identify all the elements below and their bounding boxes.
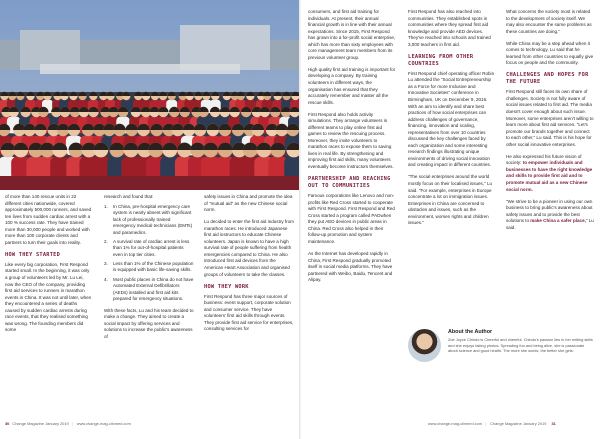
- volunteers-group-photo: [0, 0, 300, 190]
- paragraph: Famous corporations like Lenovo and non-profits like Red Cross started to cooperate with First Respond. First Respond and Red Cross started a program called PADwhen they put AED devices in public areas in China. Red Cross also helped in their follow-up promotion and system maintenance.: [308, 193, 395, 244]
- group-photo: [0, 0, 300, 190]
- paragraph: First Respond also holds activity simulations. They arrange volunteers in different teams to play online first aid games to review the rescuing process. Moreover, they invite volunteers to marathon races to expose them to saving lives in real life. By strengthening and improving first aid skills, many volunteers eventually become instructors themselves.: [308, 111, 394, 170]
- emphasis-text: to empower individuals and businesses to have the right knowledge and skills to provide first aid and to promote mutual aid as a new Chinese social norm.: [506, 160, 593, 192]
- paragraph: High quality first aid training is important for developing a company. By training volunteers in different ways, the organisation has ensured that they accurately remember and master all the rescue skills.: [308, 66, 396, 105]
- list-item: 3. Less than 1% of the Chinese population is equipped with basic life-saving skills.: [104, 260, 194, 273]
- footer-magazine: Change Magazine January 2019: [12, 421, 69, 426]
- paragraph: As the Internet has developed rapidly in China, First Respond gradually promoted itself in social media platforms. They have partnered with Weibo, Baidu, Tencent and Alipay.: [308, 250, 393, 283]
- heading-how-they-work: HOW THEY WORK: [204, 283, 249, 290]
- list-item: 4. Most public places in China do not have Automated External Defibrillators (AEDs) installed and first aid kits prepared for emergency situations.: [104, 276, 194, 302]
- paragraph: consumers, and first aid training for individuals. At present, their annual financial growth is in line with their annual expectations. Since 2015, First Respond has grown into a for-profit social enterprise, which has more than sixty employees with core management team members from its previous volunteer group.: [308, 9, 396, 60]
- author-title: About the Author: [448, 329, 493, 335]
- paragraph: First Respond chief operating officer Robin Lu attended the "Social Entrepreneurship as a Force for more Inclusive and Innovative Societies" conference in Birmingham, UK on December 9, 2016. With an aim to identify and share best practices of how social enterprises can address challenges of governance, financing, innovation and scaling, representatives from over 10 countries discussed the key challenges faced by each organization and some interesting research findings illustrating unique environments of driving social innovation and creating impact in different countries.: [408, 70, 495, 168]
- about-the-author-box: [408, 329, 594, 372]
- footer-magazine: Change Magazine January 2019: [490, 421, 547, 426]
- paragraph: Like every big corporation, First Respond started small. In the beginning, it was only a group of volunteers led by Mr. Lu Lei, now the CEO of the company, providing first aid services to runners in marathon events in China. It was not until later, when they encountered a series of deaths caused by sudden cardiac arrests during race events, that they realised something was wrong. The founding members did some: [5, 261, 92, 333]
- right-column-1: [308, 9, 396, 289]
- left-column-1: [5, 194, 93, 339]
- footer-url: www.change-mag-clinmed.com: [76, 421, 131, 426]
- right-column-2: [408, 9, 496, 232]
- page-number: 30: [5, 421, 10, 426]
- author-bio: Zoe Joyce Chindo is Cheerful and cheerful. Chindo's passion lies in her writing skills and she enjoys taking photos. Spreading fun and being alive, she is passionate about science and good health. The more she works, the better she gets.: [448, 337, 593, 353]
- right-footer: www.change-mag-clinmed.com | Change Magazine January 2019 31: [428, 421, 556, 426]
- paragraph: With these facts, Lu and his team decided to make a change. They aimed to create a social impact by offering services and solutions to increase the public's awareness of: [104, 307, 194, 339]
- paragraph: research and found that:: [104, 194, 154, 199]
- right-column-3: [506, 9, 594, 237]
- author-avatar: [408, 329, 441, 362]
- paragraph: First Respond has three major sources of business: event support, corporate solution and consumer service. They have volunteers' first aid skills through events. They provide first aid service for enterprises, consulting services for: [204, 293, 294, 332]
- footer-url: www.change-mag-clinmed.com: [428, 421, 483, 426]
- list-item: 1. In China, pre-hospital emergency care system is nearly absent with significant lack of professionally trained emergency medical technicians (EMTs) and paramedics.: [104, 203, 193, 235]
- left-column-2: [104, 194, 194, 346]
- list-item: 2. A survival rate of cardiac arrest is less than 1% for out-of-hospital patients even in top tier cities.: [104, 238, 190, 257]
- paragraph: "The social enterprises around the world mostly focus on their localised issues," Lu said. "For example, enterprises in Europe concentrate a lot on immigration issues. Enterprises in China are concerned to ubstacles and issues, such as the environment, women rights and children issues.": [408, 174, 493, 226]
- paragraph: What concerns the society most is related to the development of society itself. We may also encounter the same problems as these countries are doing.": [506, 9, 592, 34]
- paragraph: First Respond still faces its own share of challenges. Society is not fully aware of social issues related to first aid. The media doesn't cover enough about such issue. Moreover, some enterprises aren't willing to learn more about first aid services. "Let's promote our brands together and connect to each other," Lu said. This is his hope for other social innovative enterprises.: [506, 89, 594, 147]
- heading-challenges-and-hopes: CHALLENGES AND HOPES FOR THE FUTURE: [506, 72, 589, 86]
- emphasis-text: make China a safer place,: [530, 218, 586, 224]
- paragraph: "We strive to be a pioneer in using our own business to bring public's awareness about safety issues and to provide the best solutions to make China a safer place," Lu said.: [506, 198, 594, 230]
- findings-list: [104, 204, 194, 303]
- paragraph: of more than 140 rescue units in 22 different cities nationwide, covered approximately 500,000 runners, and saved ten lives from sudden cardiac arrest with a 100 % success rate. They have trained more than 30,000 people and worked with more than 100 corporate clients and partners to turn their goals into reality.: [5, 194, 92, 245]
- paragraph: While China may be a step ahead when it comes to technology, Lu said that he learned from other countries to equally give focus on people and the community.: [506, 40, 594, 66]
- paragraph: First Respond has also reached into communities. They established spots in communities where they spread first aid knowledge and provide AED devices. They've reached into schools and trained 3,000 teachers in first aid.: [408, 9, 491, 47]
- paragraph: Lu decided to enter the first aid industry from marathon races. He introduced Japanese first aid instructors to educate Chinese volunteers. Japan is known to have a high survival rate of people suffering from health emergencies compared to China. He also introduced first aid devices from the American Heart Association and organised groups of volunteers to take the classes.: [204, 219, 294, 277]
- heading-how-they-started: HOW THEY STARTED: [5, 251, 61, 258]
- heading-learning-from-other-countries: LEARNING FROM OTHER COUNTRIES: [408, 53, 474, 67]
- page-number: 31: [551, 421, 556, 426]
- heading-partnership: PARTNERSHIP AND REACHING OUT TO COMMUNITIES: [308, 176, 391, 190]
- left-footer: 30 Change Magazine January 2019 | www.change-mag-clinmed.com: [5, 421, 131, 426]
- left-column-3: [204, 194, 294, 338]
- paragraph: safety issues in China and promote the idea of "mutual aid" as the new Chinese social norm.: [204, 194, 293, 213]
- paragraph: He also expressed his future vision of society: to empower individuals and businesses to have the right knowledge and skills to provide first aid and to promote mutual aid as a new Chinese social norm.: [506, 153, 593, 192]
